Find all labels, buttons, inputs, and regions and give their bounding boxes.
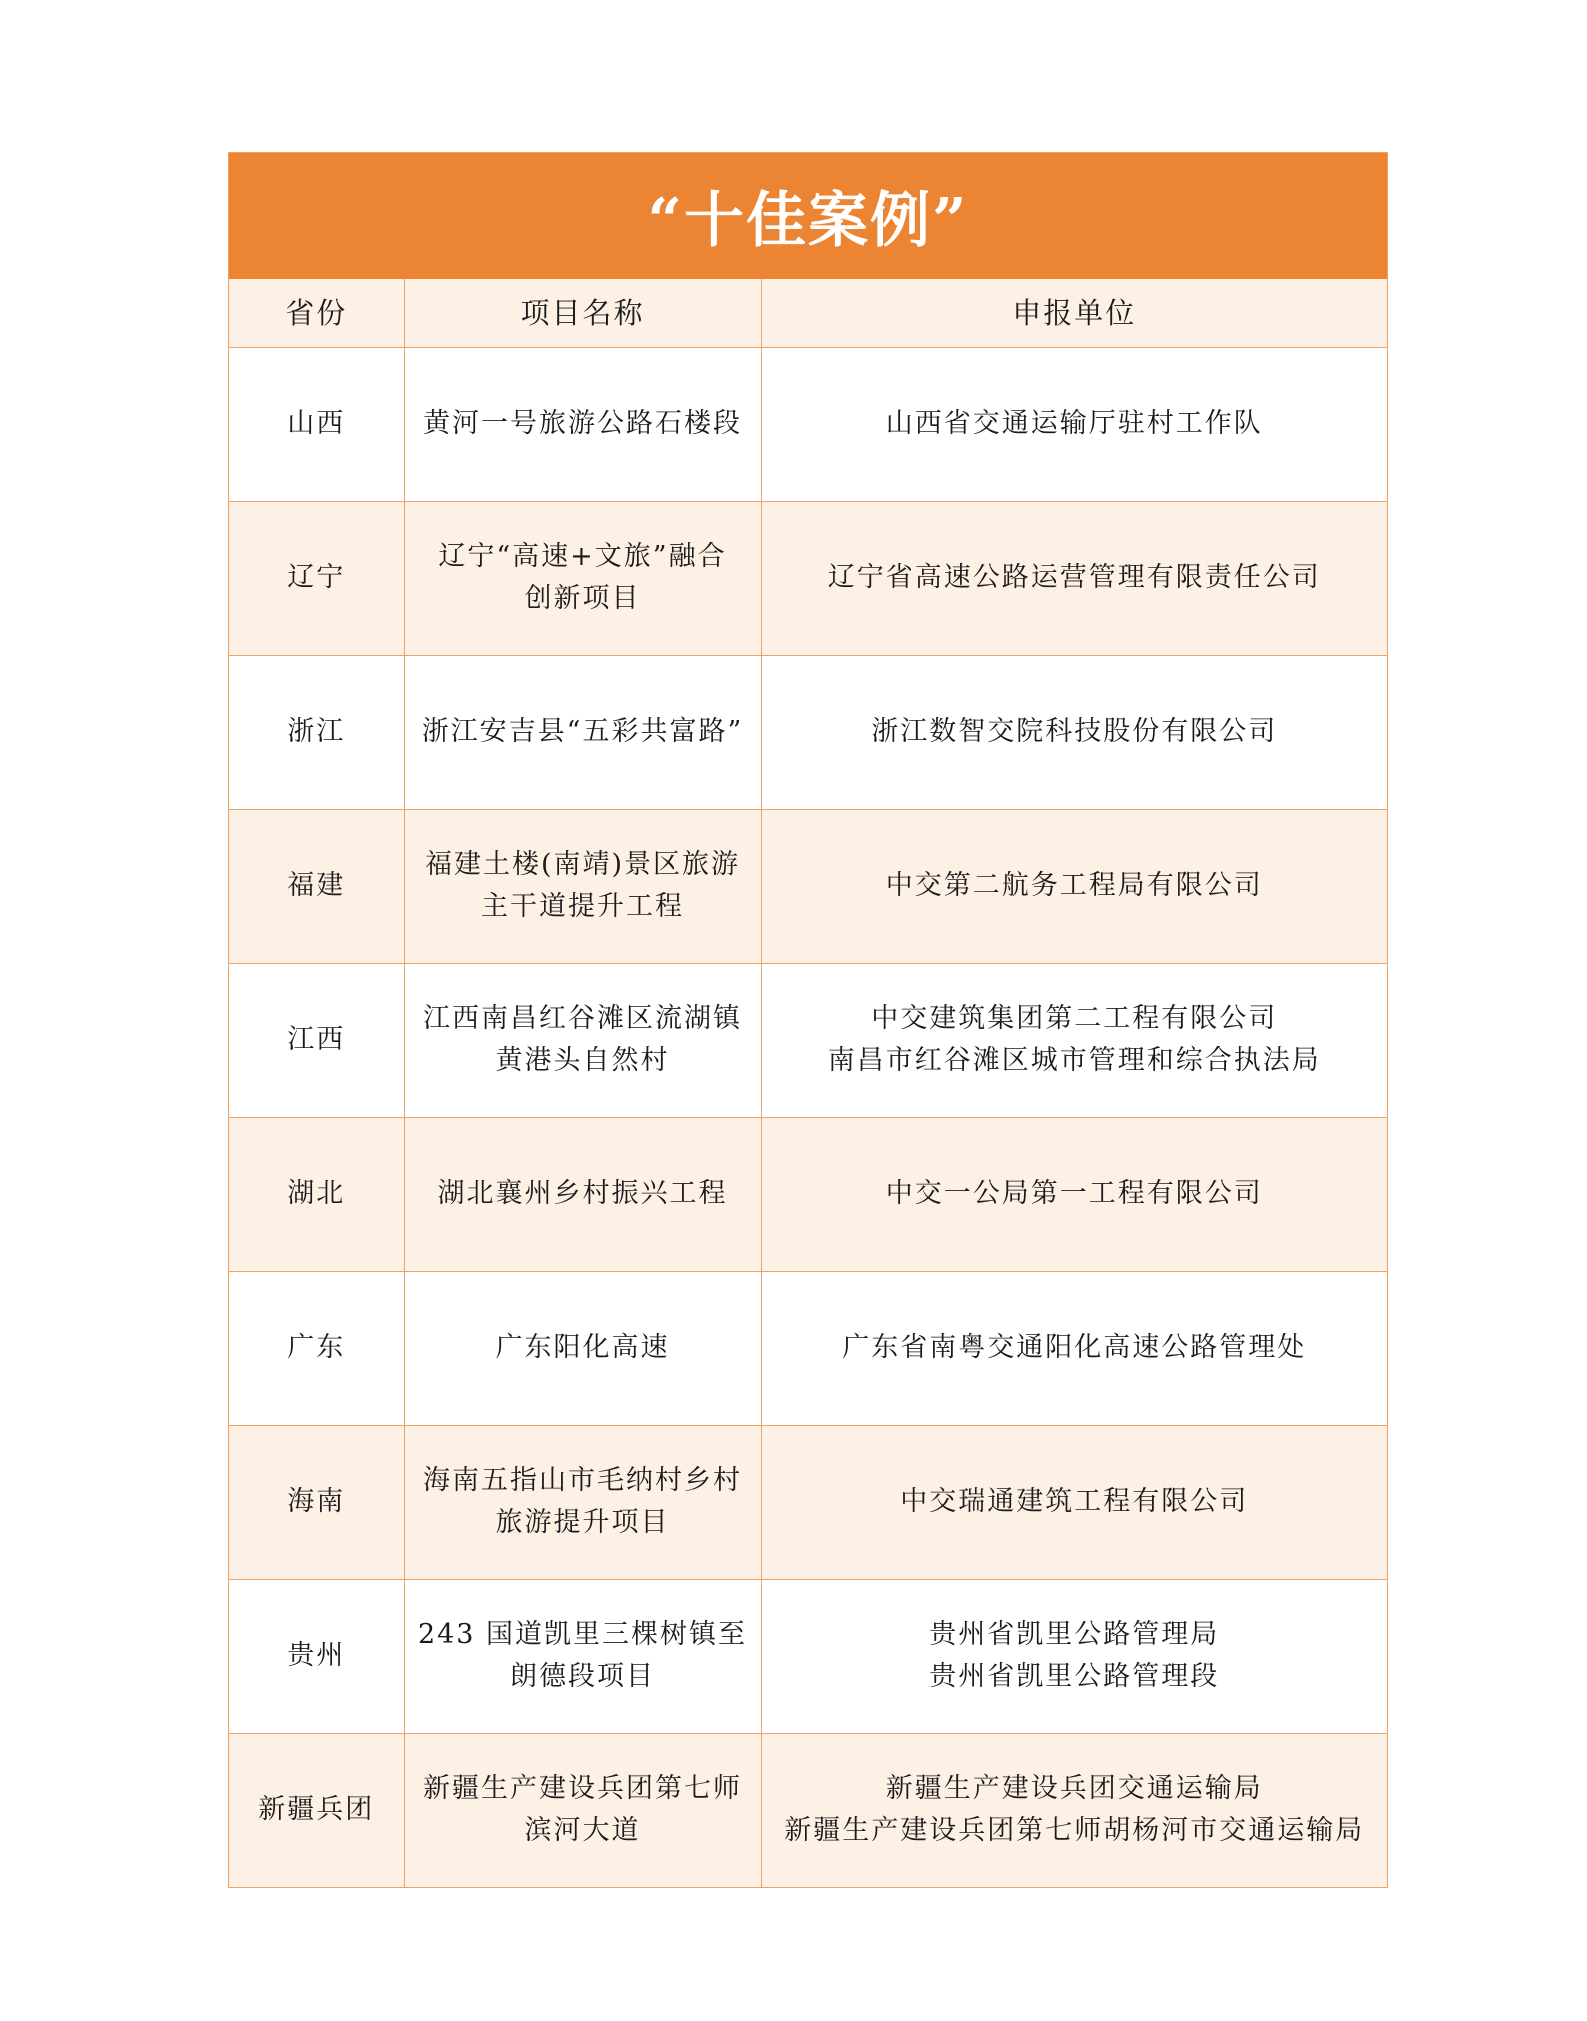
cell-project: 海南五指山市毛纳村乡村 旅游提升项目	[404, 1425, 761, 1579]
cell-province: 辽宁	[229, 501, 404, 655]
cell-project: 江西南昌红谷滩区流湖镇 黄港头自然村	[404, 963, 761, 1117]
header-project: 项目名称	[404, 279, 761, 347]
cell-unit: 新疆生产建设兵团交通运输局 新疆生产建设兵团第七师胡杨河市交通运输局	[761, 1733, 1387, 1887]
cell-unit: 贵州省凯里公路管理局 贵州省凯里公路管理段	[761, 1579, 1387, 1733]
cell-unit: 中交瑞通建筑工程有限公司	[761, 1425, 1387, 1579]
table-header-row	[229, 279, 1387, 347]
cell-project: 湖北襄州乡村振兴工程	[404, 1117, 761, 1271]
cell-unit: 辽宁省高速公路运营管理有限责任公司	[761, 501, 1387, 655]
table-row	[229, 655, 1387, 809]
cell-unit: 中交第二航务工程局有限公司	[761, 809, 1387, 963]
table-row	[229, 1271, 1387, 1425]
cell-province: 山西	[229, 347, 404, 501]
cell-project: 福建土楼(南靖)景区旅游 主干道提升工程	[404, 809, 761, 963]
cases-table	[229, 279, 1387, 1887]
header-province: 省份	[229, 279, 404, 347]
cell-province: 福建	[229, 809, 404, 963]
table-row	[229, 1117, 1387, 1271]
cell-project: 新疆生产建设兵团第七师 滨河大道	[404, 1733, 761, 1887]
table-row	[229, 347, 1387, 501]
table-row	[229, 963, 1387, 1117]
cell-province: 浙江	[229, 655, 404, 809]
cell-province: 新疆兵团	[229, 1733, 404, 1887]
cell-project: 黄河一号旅游公路石楼段	[404, 347, 761, 501]
cell-unit: 中交一公局第一工程有限公司	[761, 1117, 1387, 1271]
cell-project: 243 国道凯里三棵树镇至 朗德段项目	[404, 1579, 761, 1733]
cell-unit: 中交建筑集团第二工程有限公司 南昌市红谷滩区城市管理和综合执法局	[761, 963, 1387, 1117]
table-row	[229, 809, 1387, 963]
cell-project: 浙江安吉县“五彩共富路”	[404, 655, 761, 809]
cell-province: 广东	[229, 1271, 404, 1425]
table-row	[229, 1425, 1387, 1579]
table-title: “十佳案例”	[229, 153, 1387, 279]
cell-unit: 广东省南粤交通阳化高速公路管理处	[761, 1271, 1387, 1425]
table-row	[229, 1733, 1387, 1887]
cases-table-card	[228, 152, 1388, 1888]
cell-project: 广东阳化高速	[404, 1271, 761, 1425]
table-row	[229, 501, 1387, 655]
cell-project: 辽宁“高速+文旅”融合 创新项目	[404, 501, 761, 655]
cell-province: 贵州	[229, 1579, 404, 1733]
table-row	[229, 1579, 1387, 1733]
cell-province: 江西	[229, 963, 404, 1117]
header-unit: 申报单位	[761, 279, 1387, 347]
cell-unit: 山西省交通运输厅驻村工作队	[761, 347, 1387, 501]
cell-unit: 浙江数智交院科技股份有限公司	[761, 655, 1387, 809]
cell-province: 湖北	[229, 1117, 404, 1271]
cell-province: 海南	[229, 1425, 404, 1579]
